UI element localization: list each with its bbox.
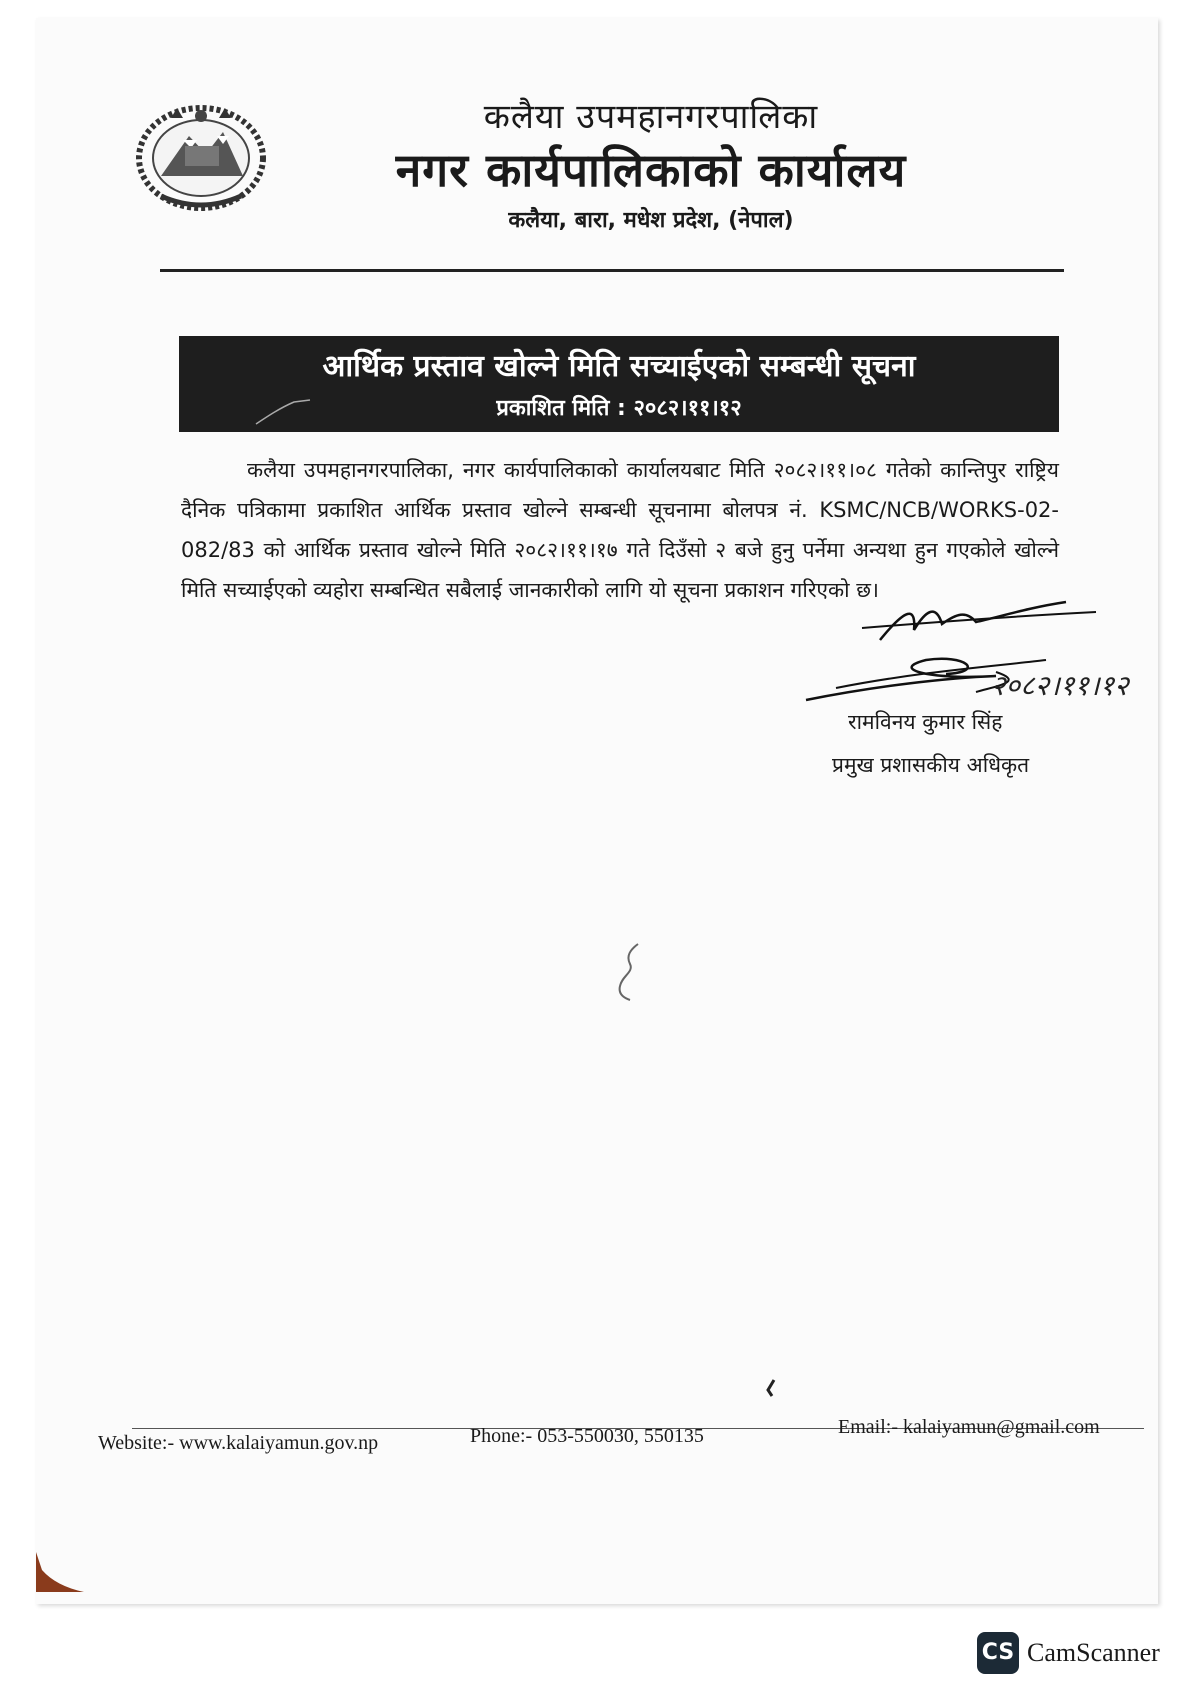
handwritten-sign-date: २०८२।११।१२ xyxy=(991,669,1129,702)
scan-mark xyxy=(612,940,652,1004)
office-name: नगर कार्यपालिकाको कार्यालय xyxy=(395,143,907,197)
camscanner-logo-icon: CS xyxy=(977,1632,1019,1674)
nepal-government-emblem-icon xyxy=(131,96,271,216)
footer-email: Email:- kalaiyamun@gmail.com xyxy=(838,1416,1100,1438)
municipality-name: कलैया उपमहानगरपालिका xyxy=(483,97,819,137)
footer-phone: Phone:- 053-550030, 550135 xyxy=(470,1425,704,1447)
document-page xyxy=(36,18,1158,1604)
camscanner-label: CamScanner xyxy=(1027,1638,1160,1667)
office-address: कलैया, बारा, मधेश प्रदेश, (नेपाल) xyxy=(508,208,794,233)
scan-mark xyxy=(764,1378,778,1398)
published-date: प्रकाशित मिति : २०८२।११।१२ xyxy=(496,396,742,421)
footer-website: Website:- www.kalaiyamun.gov.np xyxy=(98,1432,379,1454)
scan-corner-mark xyxy=(36,1552,84,1592)
signatory-title: प्रमुख प्रशासकीय अधिकृत xyxy=(832,753,1030,777)
notice-title: आर्थिक प्रस्ताव खोल्ने मिति सच्याईएको सम्बन्धी सूचना xyxy=(322,349,916,384)
scan-mark xyxy=(254,396,314,426)
signatory-name: रामविनय कुमार सिंह xyxy=(848,710,1003,734)
header-divider xyxy=(160,269,1064,272)
notice-body: कलैया उपमहानगरपालिका, नगर कार्यपालिकाको कार्यालयबाट मिति २०८२।११।०८ गतेको कान्तिपुर राष्ट्रिय दैनिक पत्रिकामा प्रकाशित आर्थिक प्रस्ताव खोल्ने सम्बन्धी सूचनामा बोलपत्र नं. KSMC/NCB/WORKS-02-082/83 को आर्थिक प्रस्ताव खोल्ने मिति २०८२।११।१७ गते दिउँसो २ बजे हुनु पर्नेमा अन्यथा हुन गएकोले खोल्ने मिति सच्याईएको व्यहोरा सम्बन्धित सबैलाई जानकारीको लागि यो सूचना प्रकाशन गरिएको छ। xyxy=(181,458,1059,602)
